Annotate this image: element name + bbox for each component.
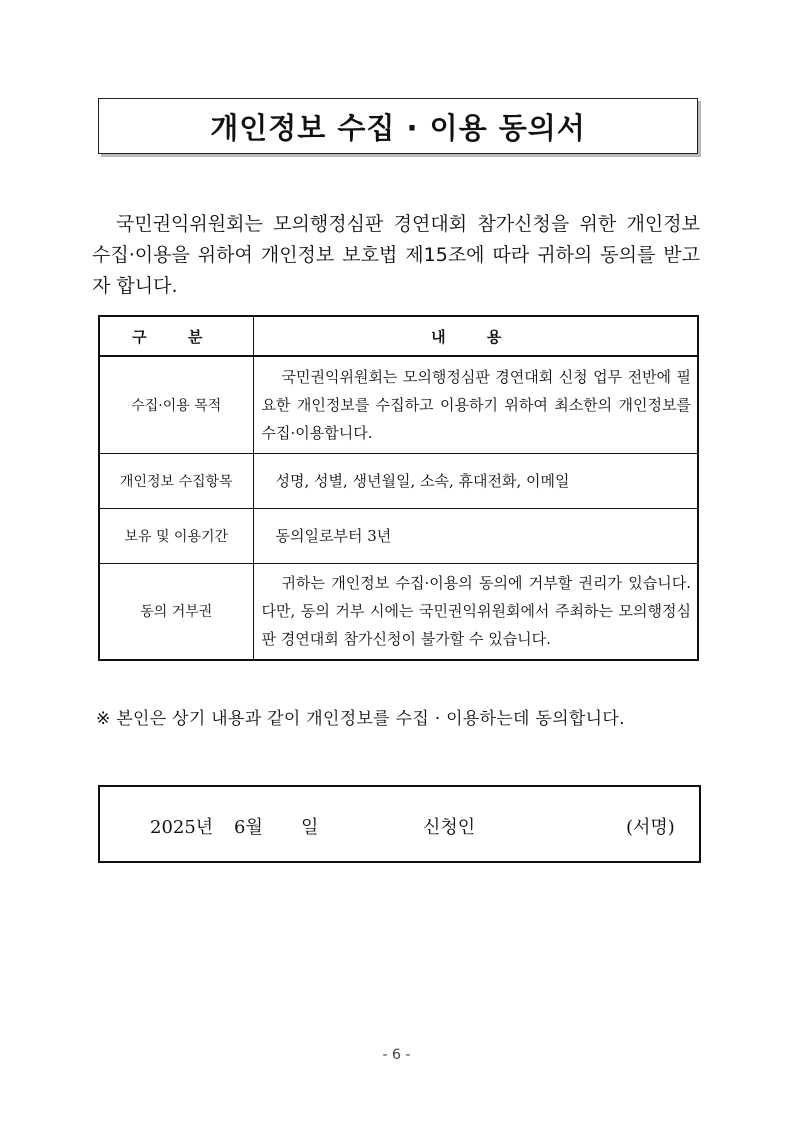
header-content: 내 용 bbox=[253, 316, 698, 356]
signature-sign-field[interactable]: (서명) bbox=[626, 817, 675, 838]
header-category: 구 분 bbox=[99, 316, 253, 356]
table-row bbox=[99, 356, 698, 453]
row-content-period: 동의일로부터 3년 bbox=[253, 508, 698, 563]
row-label-items: 개인정보 수집항목 bbox=[99, 453, 253, 508]
intro-paragraph: 국민권익위원회는 모의행정심판 경연대회 참가신청을 위한 개인정보 수집·이용을 위하여 개인정보 보호법 제15조에 따라 귀하의 동의를 받고자 합니다. bbox=[92, 213, 700, 297]
page-number: - 6 - bbox=[382, 1047, 411, 1063]
table-row bbox=[99, 563, 698, 660]
table-row bbox=[99, 453, 698, 508]
row-content-purpose: 국민권익위원회는 모의행정심판 경연대회 신청 업무 전반에 필요한 개인정보를 수집하고 이용하기 위하여 최소한의 개인정보를 수집·이용합니다. bbox=[253, 356, 698, 453]
document-title: 개인정보 수집 · 이용 동의서 bbox=[210, 110, 586, 145]
agreement-statement: ※ 본인은 상기 내용과 같이 개인정보를 수집 · 이용하는데 동의합니다. bbox=[96, 709, 625, 729]
row-content-refusal: 귀하는 개인정보 수집·이용의 동의에 거부할 권리가 있습니다. 다만, 동의 거부 시에는 국민권익위원회에서 주최하는 모의행정심판 경연대회 참가신청이 불가할 수 있습니다. bbox=[253, 563, 698, 660]
signature-box bbox=[98, 785, 701, 863]
row-content-items: 성명, 성별, 생년월일, 소속, 휴대전화, 이메일 bbox=[253, 453, 698, 508]
row-label-period: 보유 및 이용기간 bbox=[99, 508, 253, 563]
signature-applicant: 신청인 bbox=[423, 817, 476, 838]
table-row bbox=[99, 508, 698, 563]
signature-year: 2025년 bbox=[150, 817, 214, 838]
row-label-refusal: 동의 거부권 bbox=[99, 563, 253, 660]
title-box bbox=[98, 98, 698, 154]
row-label-purpose: 수집·이용 목적 bbox=[99, 356, 253, 453]
table-header-row bbox=[99, 316, 698, 356]
consent-table bbox=[98, 315, 699, 661]
signature-month: 6월 bbox=[234, 817, 263, 838]
signature-day: 일 bbox=[301, 817, 319, 838]
